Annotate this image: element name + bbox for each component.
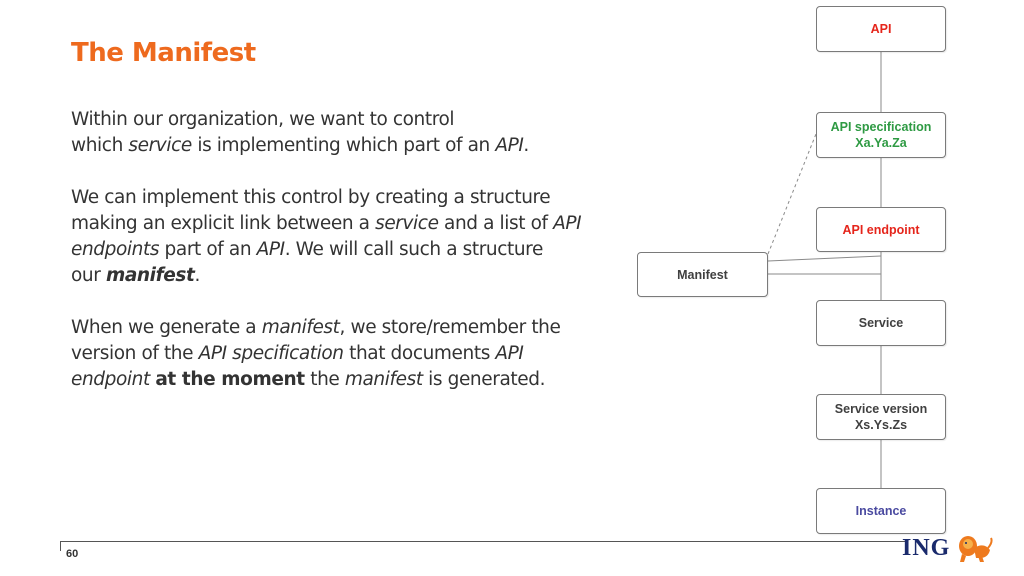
manifest-label: Manifest: [677, 267, 728, 282]
text-span: When we generate a: [71, 317, 262, 338]
api-endpoint-label: API endpoint: [842, 222, 920, 237]
service-box: [816, 300, 946, 346]
text-span-bold: at the moment: [155, 369, 305, 390]
slide-title: The Manifest: [71, 38, 256, 68]
text-span: is generated.: [422, 369, 546, 390]
text-span-italic: endpoint: [71, 369, 150, 390]
text-span-italic: API: [553, 213, 582, 234]
api-box: [816, 6, 946, 52]
ing-logo: [902, 532, 994, 564]
body-text: [71, 107, 631, 419]
text-span-italic: API: [495, 343, 524, 364]
text-span: our: [71, 265, 106, 286]
text-span-italic: manifest: [261, 317, 340, 338]
service-version-number: Xs.Ys.Zs: [854, 418, 908, 432]
text-span-italic: API: [256, 239, 285, 260]
text-span-italic: endpoints: [71, 239, 160, 260]
paragraph-1: [71, 107, 631, 159]
text-line: [71, 263, 631, 289]
text-line: [71, 341, 631, 367]
api-specification-version: Xa.Ya.Za: [855, 136, 907, 150]
text-span: Within our organization, we want to control: [71, 109, 455, 130]
text-span-italic: service: [128, 135, 192, 156]
connector-manifest-endpoint: [768, 256, 881, 261]
text-line: [71, 211, 631, 237]
text-line: [71, 107, 631, 133]
text-span: the: [304, 369, 345, 390]
service-version-label: Service version: [834, 402, 928, 416]
lion-icon: [954, 532, 994, 564]
text-line: [71, 133, 631, 159]
connector-manifest-spec-dashed: [768, 134, 816, 254]
text-line: [71, 315, 631, 341]
text-span-bold-italic: manifest: [105, 265, 195, 286]
text-span-italic: manifest: [344, 369, 423, 390]
api-endpoint-box: [816, 207, 946, 252]
manifest-box: [637, 252, 768, 297]
text-span: is implementing which part of an: [191, 135, 496, 156]
api-specification-label: API specification: [830, 120, 932, 134]
text-span-italic: API specification: [198, 343, 344, 364]
text-span: .: [194, 265, 200, 286]
text-span: that documents: [343, 343, 496, 364]
text-line: [71, 367, 631, 393]
text-line: [71, 237, 631, 263]
text-span: part of an: [159, 239, 257, 260]
text-span: which: [71, 135, 129, 156]
text-span-italic: API: [495, 135, 524, 156]
footer-divider: [60, 541, 905, 542]
ing-logo-text: ING: [902, 534, 951, 561]
paragraph-2: [71, 185, 631, 289]
text-span: . We will call such a structure: [284, 239, 543, 260]
footer-tick: [60, 541, 61, 551]
paragraph-3: [71, 315, 631, 393]
text-line: [71, 185, 631, 211]
instance-box: [816, 488, 946, 534]
text-span: We can implement this control by creating a structure: [71, 187, 551, 208]
page-number: 60: [66, 548, 79, 560]
service-label: Service: [858, 316, 904, 330]
text-span: , we store/remember the: [339, 317, 561, 338]
api-label: API: [870, 22, 892, 36]
text-span: making an explicit link between a: [71, 213, 376, 234]
text-span: and a list of: [438, 213, 554, 234]
text-span: version of the: [71, 343, 199, 364]
text-span-italic: service: [375, 213, 439, 234]
text-span: .: [523, 135, 529, 156]
api-specification-box: [816, 112, 946, 158]
instance-label: Instance: [855, 504, 907, 518]
service-version-box: [816, 394, 946, 440]
